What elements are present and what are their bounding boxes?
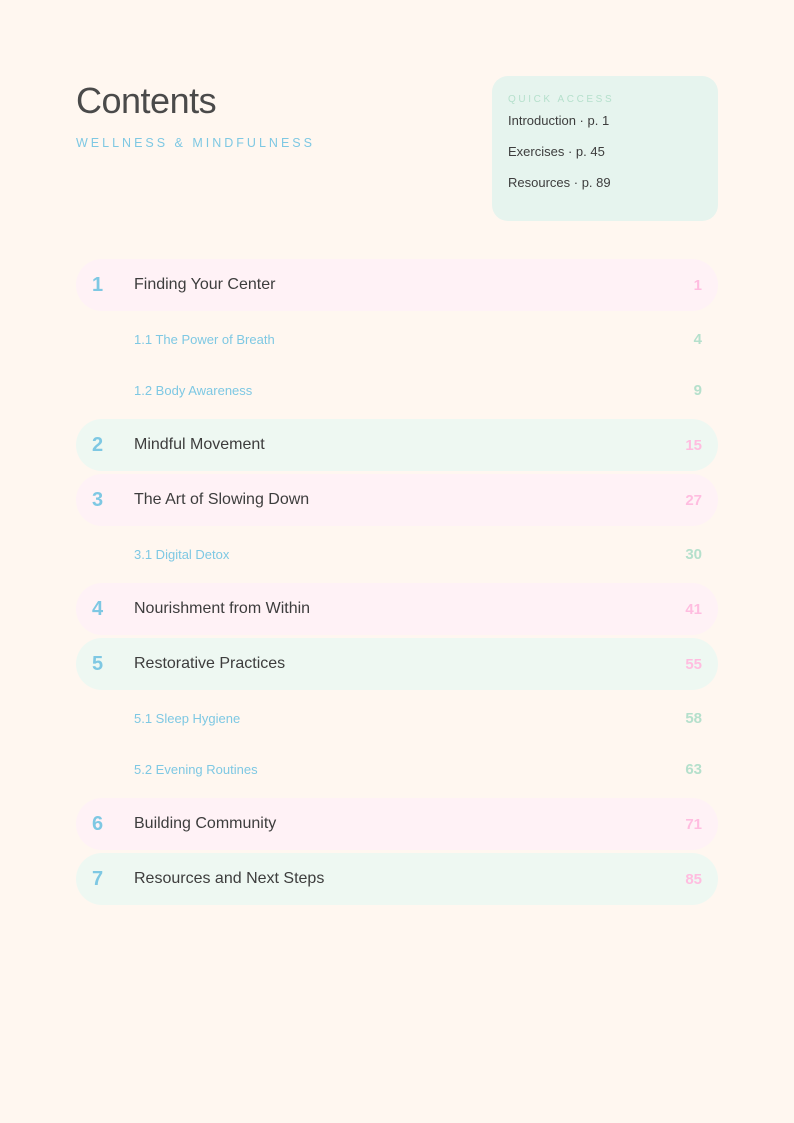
page-number: 4 xyxy=(693,331,702,348)
quick-access-panel xyxy=(492,76,718,221)
chapter-number: 7 xyxy=(92,867,104,890)
quick-access-link-exercises[interactable]: Exercises · p. 45 xyxy=(508,144,605,159)
section-title: 5.2 Evening Routines xyxy=(134,762,258,777)
quick-access-heading: QUICK ACCESS xyxy=(508,94,615,105)
page-number: 27 xyxy=(685,491,702,509)
quick-access-link-resources[interactable]: Resources · p. 89 xyxy=(508,175,611,190)
chapter-number: 5 xyxy=(92,652,104,675)
page-number: 58 xyxy=(685,710,702,727)
chapter-number: 1 xyxy=(92,273,104,296)
page-number: 63 xyxy=(685,761,702,778)
page-number: 85 xyxy=(685,870,702,888)
toc-chapter-row[interactable] xyxy=(76,419,718,471)
toc-section-row[interactable] xyxy=(76,529,718,580)
chapter-number: 6 xyxy=(92,812,104,835)
page-number: 15 xyxy=(685,436,702,454)
toc-section-row[interactable] xyxy=(76,693,718,744)
chapter-number: 4 xyxy=(92,597,104,620)
table-of-contents xyxy=(76,256,718,908)
toc-chapter-row[interactable] xyxy=(76,853,718,905)
page-title: Contents xyxy=(76,80,217,121)
page-number: 71 xyxy=(685,815,702,833)
page-number: 41 xyxy=(685,600,702,618)
toc-section-row[interactable] xyxy=(76,365,718,416)
toc-chapter-row[interactable] xyxy=(76,474,718,526)
chapter-number: 2 xyxy=(92,433,104,456)
chapter-title: The Art of Slowing Down xyxy=(134,491,310,508)
section-title: 1.1 The Power of Breath xyxy=(134,332,275,347)
section-title: 5.1 Sleep Hygiene xyxy=(134,711,241,726)
toc-section-row[interactable] xyxy=(76,314,718,365)
section-title: 3.1 Digital Detox xyxy=(134,547,230,562)
chapter-title: Finding Your Center xyxy=(134,276,276,293)
chapter-title: Resources and Next Steps xyxy=(134,870,325,887)
page-number: 55 xyxy=(685,655,702,673)
toc-chapter-row[interactable] xyxy=(76,259,718,311)
chapter-title: Mindful Movement xyxy=(134,436,265,453)
toc-chapter-row[interactable] xyxy=(76,638,718,690)
page-subtitle: WELLNESS & MINDFULNESS xyxy=(76,136,315,150)
page-number: 1 xyxy=(693,276,702,294)
page-number: 9 xyxy=(693,382,702,399)
chapter-title: Restorative Practices xyxy=(134,655,286,672)
quick-access-link-introduction[interactable]: Introduction · p. 1 xyxy=(508,113,610,128)
chapter-title: Nourishment from Within xyxy=(134,600,311,617)
section-title: 1.2 Body Awareness xyxy=(134,383,253,398)
chapter-title: Building Community xyxy=(134,815,277,832)
chapter-number: 3 xyxy=(92,488,104,511)
page-number: 30 xyxy=(685,546,702,563)
toc-chapter-row[interactable] xyxy=(76,798,718,850)
toc-section-row[interactable] xyxy=(76,744,718,795)
toc-chapter-row[interactable] xyxy=(76,583,718,635)
